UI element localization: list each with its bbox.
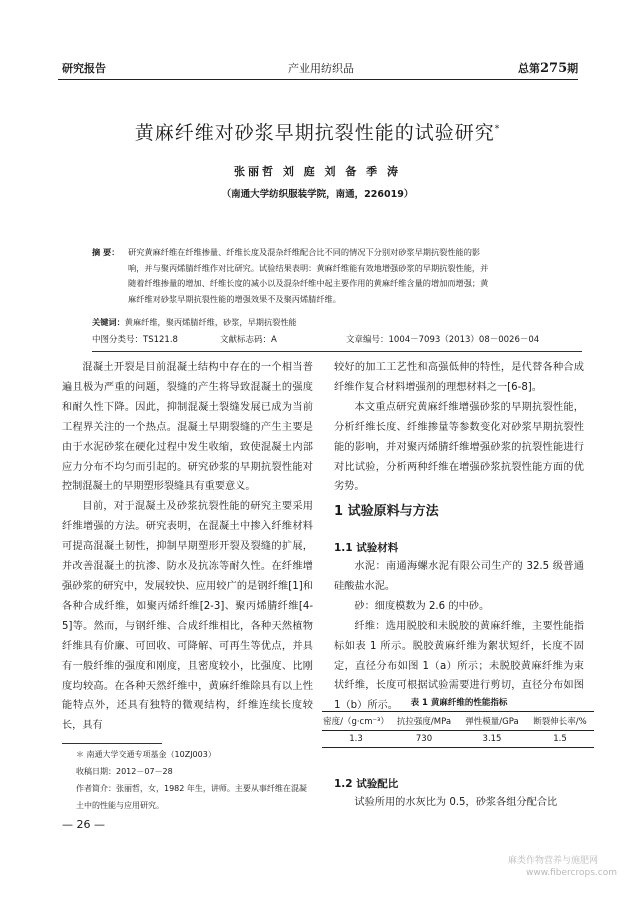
table-caption: 表 1 黄麻纤维的性能指标	[410, 698, 508, 708]
table-header-cell: 弹性模量/GPa	[465, 717, 519, 727]
table-cell: 1.3	[349, 734, 363, 744]
footnote-rule	[62, 743, 162, 744]
fund-note: ＊ 南通大学交通专项基金（10ZJ003）	[76, 750, 216, 759]
classification-line	[92, 333, 178, 345]
author-list: 张丽哲 刘 庭 刘 备 季 涛	[234, 165, 401, 178]
issue-suffix: 期	[567, 62, 579, 75]
table-cell: 3.15	[482, 734, 502, 744]
abstract-label: 摘 要：	[92, 247, 120, 257]
table-cell: 1.5	[553, 734, 567, 744]
issue-number	[518, 60, 578, 76]
keywords-label: 关键词：	[92, 317, 125, 327]
abstract-line: 研究黄麻纤维在纤维掺量、纤维长度及混杂纤维配合比不同的情况下分别对砂浆早期抗裂性能的影	[128, 247, 481, 257]
mix-ratio-text	[334, 793, 584, 813]
abstract-line: 响，并与聚丙烯腈纤维作对比研究。试验结果表明：黄麻纤维能有效地增强砂浆的早期抗裂性能，并	[128, 262, 489, 273]
table-row	[322, 731, 594, 748]
mix-ratio-line: 试验所用的水灰比为 0.5，砂浆各组分配合比	[354, 797, 558, 808]
sand-text: 砂：细度模数为 2.6 的中砂。	[354, 600, 490, 612]
doc-value: A	[271, 335, 277, 345]
table-1	[322, 711, 594, 748]
affiliation: （南通大学纺织服装学院，南通，226019）	[221, 189, 414, 200]
clc-code: TS121.8	[143, 335, 178, 345]
received-date: 收稿日期：2012－07－28	[76, 767, 173, 776]
section-heading-1: 1 试验原料与方法	[334, 504, 439, 519]
issue-prefix: 总第	[518, 62, 540, 75]
materials-text	[334, 557, 584, 716]
right-column	[334, 358, 584, 497]
author-bio: 作者简介：张丽哲，女，1982 年生，讲师。主要从事纤维在混凝土中的性能与应用研究。	[76, 784, 307, 810]
abstract-line: 麻纤维对砂浆早期抗裂性能的增强效果不及聚丙烯腈纤维。	[128, 293, 341, 304]
page-number: — 26 —	[62, 818, 105, 831]
watermark-line-2: www.fibercrops.com	[526, 868, 617, 878]
art-value: 1004－7093（2013）08－0026－04	[388, 335, 540, 345]
journal-column: 研究报告	[62, 62, 106, 75]
intro-paragraph-2: 目前，对于混凝土及砂浆抗裂性能的研究主要采用纤维增强的方法。研究表明，在混凝土中掺入纤维材料可提高混凝土韧性，抑制早期塑形开裂及裂缝的扩展，并改善混凝土的抗渗、防水及抗冻等耐久性。在纤维增强砂浆的研究中，发展较快、应用较广的是钢纤维[1]和各种合成纤维，如聚丙烯纤维[2-3]、聚丙烯腈纤维[4-5]等。然而，与钢纤维、合成纤维相比，各种天然植物纤维具有价廉、可回收、可降解、可再生等优点，并具有一般纤维的强度和刚度，且密度较小，比强度、比刚度均较高。在各种天然纤维中，黄麻纤维除具有以上性能特点外，还具有独特的微观结构，纤维连续长度较长，具有	[62, 501, 313, 732]
table-cell: 730	[415, 734, 433, 744]
abstract-line: 随着纤维掺量的增加、纤维长度的减小以及混杂纤维中起主要作用的黄麻纤维含量的增加而增强；黄	[128, 278, 489, 288]
issue-num: 275	[540, 61, 568, 76]
title-footnote-mark: *	[494, 124, 501, 135]
keywords	[92, 315, 297, 331]
art-label: 文章编号：	[346, 335, 389, 345]
table-header-cell: 断裂伸长率/%	[533, 717, 587, 727]
keywords-text: 黄麻纤维，聚丙烯腈纤维，砂浆，早期抗裂性能	[124, 317, 297, 327]
intro-paragraph-3: 较好的加工工艺性和高强低伸的特性，是代替各种合成纤维作复合材料增强剂的理想材料之一[6-8]。	[334, 362, 584, 393]
journal-name: 产业用纺织品	[288, 62, 354, 75]
footnote	[62, 746, 313, 814]
clc-label: 中图分类号：	[92, 335, 144, 345]
fiber-text: 纤维：选用脱胶和未脱胶的黄麻纤维，主要性能指标如表 1 所示。脱胶黄麻纤维为絮状短纤，长度不固定，直径分布如图 1（a）所示；未脱胶黄麻纤维为束状纤维，长度可根据试验需要进行剪切，直径分布如图 1（b）所示。	[334, 620, 584, 712]
doc-label: 文献标志码：	[220, 335, 272, 345]
article-number	[346, 333, 539, 345]
intro-paragraph-4: 本文重点研究黄麻纤维增强砂浆的早期抗裂性能，分析纤维长度、纤维掺量等参数变化对砂浆早期抗裂性能的影响，并对聚丙烯腈纤维增强砂浆的抗裂性能进行对比试验，分析两种纤维在增强砂浆抗裂性能方面的优劣势。	[334, 401, 584, 493]
header-rule	[58, 79, 578, 80]
cement-text: 水泥：南通海螺水泥有限公司生产的 32.5 级普通硅酸盐水泥。	[334, 561, 584, 592]
abstract-rule	[92, 351, 582, 352]
table-header-cell: 抗拉强度/MPa	[396, 717, 452, 727]
intro-paragraph-1: 混凝土开裂是目前混凝土结构中存在的一个相当普遍且极为严重的问题，裂缝的产生将导致混凝土的强度和耐久性下降。因此，抑制混凝土裂缝发展已成为当前工程界关注的一个热点。混凝土早期裂缝的产生主要是由于水泥砂浆在硬化过程中发生收缩，致使混凝土内部应力分布不均匀而引起的。研究砂浆的早期抗裂性能对控制混凝土的早期塑形裂缝具有重要意义。	[62, 362, 313, 493]
doc-code	[220, 333, 277, 345]
paper-title	[0, 118, 635, 145]
left-column	[62, 358, 313, 736]
subsection-1-2: 1.2 试验配比	[334, 778, 399, 790]
subsection-1-1: 1.1 试验材料	[334, 542, 399, 554]
watermark-line-1: 麻类作物营养与施肥网	[508, 856, 599, 866]
table-header-cell: 密度/（g·cm⁻³）	[323, 717, 389, 727]
title-text: 黄麻纤维对砂浆早期抗裂性能的试验研究	[134, 122, 495, 144]
abstract	[92, 245, 582, 307]
